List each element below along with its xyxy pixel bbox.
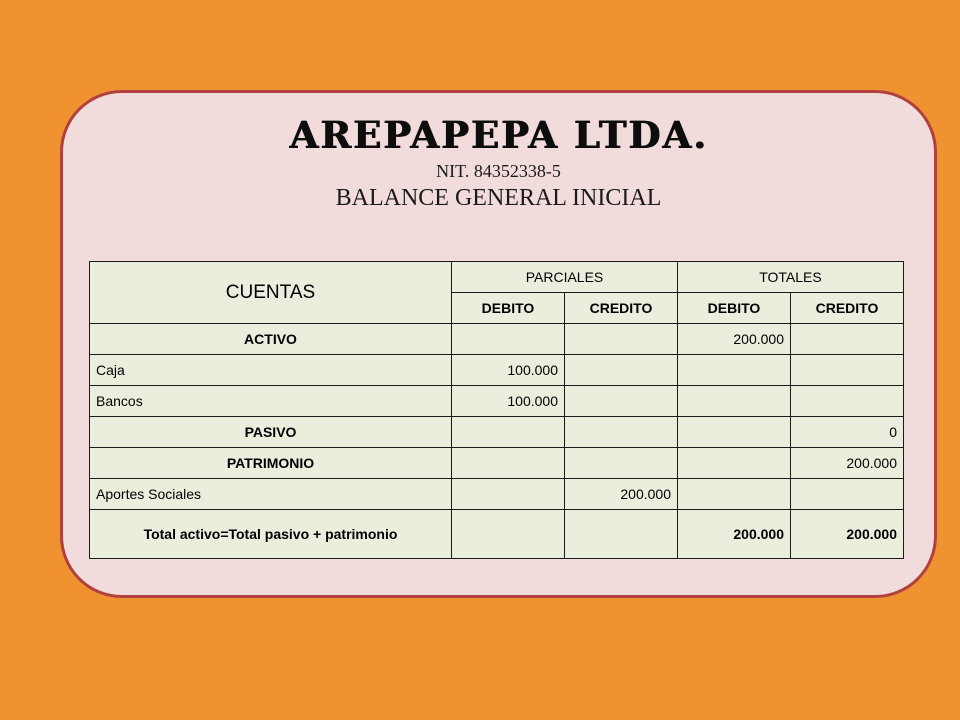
cell-parcial-debito bbox=[452, 324, 565, 355]
table-row bbox=[90, 448, 904, 479]
cell-total-debito bbox=[678, 448, 791, 479]
cell-cuenta: ACTIVO bbox=[90, 324, 452, 355]
cell-total-credito bbox=[791, 355, 904, 386]
table-total-row bbox=[90, 510, 904, 559]
company-nit: NIT. 84352338-5 bbox=[436, 161, 561, 181]
table-row bbox=[90, 324, 904, 355]
header-parciales-credito: CREDITO bbox=[565, 293, 678, 324]
header-totales-debito: DEBITO bbox=[678, 293, 791, 324]
cell-parcial-credito: 200.000 bbox=[565, 479, 678, 510]
cell-parcial-debito: 100.000 bbox=[452, 355, 565, 386]
header-cuentas: CUENTAS bbox=[90, 262, 452, 324]
cell-total-debito: 200.000 bbox=[678, 510, 791, 559]
cell-cuenta: Bancos bbox=[90, 386, 452, 417]
cell-cuenta: Caja bbox=[90, 355, 452, 386]
cell-parcial-credito bbox=[565, 417, 678, 448]
cell-parcial-credito bbox=[565, 324, 678, 355]
cell-total-debito bbox=[678, 479, 791, 510]
cell-cuenta: Total activo=Total pasivo + patrimonio bbox=[90, 510, 452, 559]
table-row bbox=[90, 355, 904, 386]
cell-total-debito bbox=[678, 417, 791, 448]
cell-parcial-debito bbox=[452, 417, 565, 448]
cell-total-credito bbox=[791, 386, 904, 417]
cell-total-credito: 0 bbox=[791, 417, 904, 448]
cell-parcial-credito bbox=[565, 386, 678, 417]
cell-total-credito bbox=[791, 479, 904, 510]
cell-total-credito: 200.000 bbox=[791, 448, 904, 479]
header-totales-credito: CREDITO bbox=[791, 293, 904, 324]
table-header-row bbox=[90, 262, 904, 293]
cell-parcial-credito bbox=[565, 355, 678, 386]
cell-parcial-credito bbox=[565, 448, 678, 479]
cell-cuenta: PASIVO bbox=[90, 417, 452, 448]
header-totales: TOTALES bbox=[678, 262, 904, 293]
company-name: AREPAPEPA LTDA. bbox=[289, 113, 708, 157]
header-parciales: PARCIALES bbox=[452, 262, 678, 293]
cell-parcial-debito bbox=[452, 448, 565, 479]
cell-total-credito: 200.000 bbox=[791, 510, 904, 559]
cell-parcial-debito bbox=[452, 510, 565, 559]
cell-total-debito: 200.000 bbox=[678, 324, 791, 355]
cell-total-debito bbox=[678, 355, 791, 386]
cell-parcial-debito: 100.000 bbox=[452, 386, 565, 417]
table-row bbox=[90, 386, 904, 417]
table-row bbox=[90, 417, 904, 448]
balance-table bbox=[89, 261, 904, 559]
table-row bbox=[90, 479, 904, 510]
document-title: BALANCE GENERAL INICIAL bbox=[335, 185, 662, 211]
cell-total-debito bbox=[678, 386, 791, 417]
cell-parcial-credito bbox=[565, 510, 678, 559]
cell-total-credito bbox=[791, 324, 904, 355]
cell-cuenta: Aportes Sociales bbox=[90, 479, 452, 510]
header-parciales-debito: DEBITO bbox=[452, 293, 565, 324]
cell-cuenta: PATRIMONIO bbox=[90, 448, 452, 479]
cell-parcial-debito bbox=[452, 479, 565, 510]
